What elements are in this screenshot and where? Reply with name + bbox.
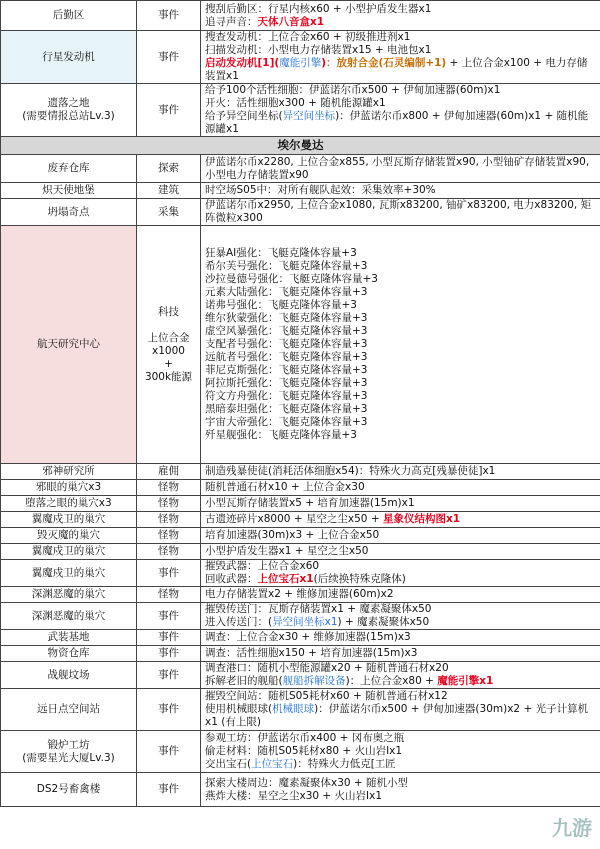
reward-text: 扫描发动机：小型电力存储装置x15 + 电池包x1 bbox=[205, 44, 432, 56]
location-name: 战舰坟场 bbox=[1, 662, 137, 689]
event-type: 事件 bbox=[137, 84, 201, 137]
event-type: 事件 bbox=[137, 1, 201, 31]
event-type: 怪物 bbox=[137, 528, 201, 544]
reward-line bbox=[205, 416, 596, 429]
reward-line bbox=[205, 573, 596, 586]
location-name: 深渊恶魔的巢穴 bbox=[1, 603, 137, 630]
section-header-row bbox=[1, 137, 600, 155]
reward-text: 维尔狄蒙强化：飞艇克隆体容量+3 bbox=[205, 312, 368, 324]
event-type: 怪物 bbox=[137, 496, 201, 512]
reward-line bbox=[205, 273, 596, 286]
reward-line bbox=[205, 513, 596, 526]
reward-text: 探索大楼周边：魔素凝聚体x30 + 随机小型 bbox=[205, 776, 409, 789]
reward-text: 参观工坊：伊蓝诺尔币x400 + 冈布奥之瓶 bbox=[205, 732, 405, 744]
event-type: 事件 bbox=[137, 731, 201, 773]
location-name: 毁灭魔的巢穴 bbox=[1, 528, 137, 544]
location-name: 后勤区 bbox=[1, 1, 137, 31]
reward-line bbox=[205, 16, 596, 29]
reward-line bbox=[205, 260, 596, 273]
highlight-text: 放射合金(石灵编制+1) bbox=[336, 57, 447, 69]
reward-line bbox=[205, 110, 596, 136]
highlight-text: 魔能引擎x1 bbox=[437, 675, 494, 687]
reward-text: 歼星舰强化：飞艇克隆体容量+3 bbox=[205, 429, 357, 441]
reward-text: (后续换特殊克隆体) bbox=[313, 573, 406, 585]
reward-description bbox=[201, 603, 600, 630]
reward-line bbox=[205, 545, 596, 558]
highlight-text: ： bbox=[326, 57, 337, 69]
reward-text: 小型瓦斯存储装置x5 + 培育加速器(15m)x1 bbox=[205, 497, 415, 509]
reward-text: 给予100个活性细胞：伊蓝诺尔币x500 + 伊甸加速器(60m)x1 bbox=[205, 84, 501, 96]
reward-line bbox=[205, 286, 596, 299]
reward-text: )：伊蓝诺尔币x500 + 伊甸加速器(30m)x2 + 光子计算机x1 (有上限) bbox=[205, 703, 589, 728]
event-type: 科技 上位合金 x1000 + 300k能源 bbox=[137, 226, 201, 464]
reward-text: 搜刮后勤区：行星内核x60 + 小型护盾发生器x1 bbox=[205, 2, 432, 15]
reward-description bbox=[201, 731, 600, 773]
reward-text: 交出宝石( bbox=[205, 758, 252, 770]
location-name: 翼魔戍卫的巢穴 bbox=[1, 512, 137, 528]
reward-line bbox=[205, 647, 596, 660]
reward-text: 调查：上位合金x30 + 维修加速器(15m)x3 bbox=[205, 631, 411, 643]
reward-line bbox=[205, 84, 596, 97]
table-row bbox=[1, 662, 600, 689]
table-row bbox=[1, 603, 600, 630]
reward-line bbox=[205, 560, 596, 573]
reward-line bbox=[205, 31, 596, 44]
reward-text: 电力存储装置x2 + 维修加速器(60m)x2 bbox=[205, 588, 394, 600]
event-type: 建筑 bbox=[137, 183, 201, 199]
table-row bbox=[1, 731, 600, 773]
reward-line bbox=[205, 403, 596, 416]
reward-description bbox=[201, 155, 600, 183]
highlight-text: 机械眼球 bbox=[272, 703, 315, 715]
reward-text: 希尔芙号强化：飞艇克隆体容量+3 bbox=[205, 260, 368, 272]
reward-line bbox=[205, 631, 596, 644]
highlight-text: ) bbox=[321, 57, 327, 69]
reward-description bbox=[201, 464, 600, 480]
location-name: 炽天使地堡 bbox=[1, 183, 137, 199]
reward-text: 随机普通石材x10 + 上位合金x30 bbox=[205, 481, 365, 493]
watermark-logo: 九游 bbox=[552, 816, 592, 840]
reward-line bbox=[205, 199, 596, 225]
location-name: 邪神研究所 bbox=[1, 464, 137, 480]
reward-text: 摧毁传送门：瓦斯存储装置x1 + 魔素凝聚体x50 bbox=[205, 603, 432, 615]
reward-text: )：特殊火力低克[工匠 bbox=[293, 758, 396, 770]
reward-line bbox=[205, 481, 596, 494]
reward-line bbox=[205, 184, 596, 197]
highlight-text: 异空间坐标x1 bbox=[272, 616, 338, 628]
reward-line bbox=[205, 790, 596, 803]
event-type: 怪物 bbox=[137, 587, 201, 603]
table-row bbox=[1, 689, 600, 731]
table-row bbox=[1, 544, 600, 560]
event-type: 怪物 bbox=[137, 544, 201, 560]
location-name: 遗落之地 (需要情报总站Lv.3) bbox=[1, 84, 137, 137]
reward-description bbox=[201, 496, 600, 512]
reward-text: 偷走材料：随机S05耗材x80 + 火山岩Ix1 bbox=[205, 745, 403, 757]
reward-text: 摧毁武器：上位合金x60 bbox=[205, 560, 320, 572]
reward-line bbox=[205, 662, 596, 675]
reward-text: 元素大陆强化：飞艇克隆体容量+3 bbox=[205, 286, 368, 298]
reward-text: 阿拉斯托强化：飞艇克隆体容量+3 bbox=[205, 377, 368, 389]
location-name: 邪眼的巢穴x3 bbox=[1, 480, 137, 496]
reward-text: 制造残暴使徒(消耗活体细胞x54)：特殊火力高克[残暴使徒]x1 bbox=[205, 465, 496, 477]
reward-line bbox=[205, 3, 596, 16]
location-name: 坍塌奇点 bbox=[1, 199, 137, 226]
reward-line bbox=[205, 429, 596, 442]
reward-text: 菲尼克斯强化：飞艇克隆体容量+3 bbox=[205, 364, 368, 376]
reward-text: )：上位合金x80 + bbox=[345, 675, 438, 687]
table-row bbox=[1, 480, 600, 496]
highlight-text: 上位宝石 bbox=[251, 758, 294, 770]
reward-line bbox=[205, 745, 596, 758]
reward-line bbox=[205, 247, 596, 260]
location-name: 行星发动机 bbox=[1, 31, 137, 84]
reward-line bbox=[205, 338, 596, 351]
reward-line bbox=[205, 732, 596, 745]
reward-text: 沙拉曼德号强化：飞艇克隆体容量+3 bbox=[205, 273, 378, 285]
reward-description bbox=[201, 226, 600, 464]
reward-text: 调查：活性细胞x150 + 培育加速器(15m)x3 bbox=[205, 647, 418, 659]
reward-line bbox=[205, 758, 596, 771]
reward-text: 追寻声音： bbox=[205, 15, 258, 28]
reward-line bbox=[205, 364, 596, 377]
table-row bbox=[1, 226, 600, 464]
table-row bbox=[1, 587, 600, 603]
event-type: 事件 bbox=[137, 630, 201, 646]
reward-description bbox=[201, 662, 600, 689]
table-row bbox=[1, 630, 600, 646]
reward-text: 调查港口：随机小型能源罐x20 + 随机普通石材x20 bbox=[205, 662, 449, 674]
reward-line bbox=[205, 97, 596, 110]
reward-description bbox=[201, 199, 600, 226]
table-row bbox=[1, 496, 600, 512]
event-type: 事件 bbox=[137, 646, 201, 662]
reward-text: ) + 魔素凝聚体x50 bbox=[337, 616, 430, 628]
reward-description bbox=[201, 183, 600, 199]
reward-line bbox=[205, 351, 596, 364]
location-name: 物资仓库 bbox=[1, 646, 137, 662]
reward-line bbox=[205, 312, 596, 325]
reward-description bbox=[201, 646, 600, 662]
reward-text: 诺弗号强化：飞艇克隆体容量+3 bbox=[205, 299, 357, 311]
highlight-text: 天体八音盒x1 bbox=[257, 15, 325, 28]
reward-description bbox=[201, 84, 600, 137]
table-row bbox=[1, 528, 600, 544]
event-type: 雇佣 bbox=[137, 464, 201, 480]
location-name: 远日点空间站 bbox=[1, 689, 137, 731]
highlight-text: 上位宝石x1 bbox=[257, 573, 314, 585]
location-name: 锻炉工坊 (需要星光大厦Lv.3) bbox=[1, 731, 137, 773]
table-row bbox=[1, 464, 600, 480]
reward-line bbox=[205, 57, 596, 83]
reward-text: 符文方舟强化：飞艇克隆体容量+3 bbox=[205, 390, 368, 402]
reward-description bbox=[201, 773, 600, 807]
reward-description bbox=[201, 544, 600, 560]
reward-text: 时空场S05中：对所有舰队起效：采集效率+30% bbox=[205, 184, 436, 196]
event-table-body bbox=[1, 1, 600, 807]
reward-line bbox=[205, 529, 596, 542]
reward-text: 远航者号强化：飞艇克隆体容量+3 bbox=[205, 351, 368, 363]
table-row bbox=[1, 155, 600, 183]
event-type: 事件 bbox=[137, 689, 201, 731]
reward-line bbox=[205, 703, 596, 729]
table-row bbox=[1, 560, 600, 587]
table-row bbox=[1, 512, 600, 528]
table-row bbox=[1, 183, 600, 199]
event-type: 事件 bbox=[137, 603, 201, 630]
location-name: DS2号畜禽楼 bbox=[1, 773, 137, 807]
reward-text: 伊蓝诺尔币x2950, 上位合金x1080, 瓦斯x83200, 铀矿x83200, 电力x83200, 矩阵微粒x300 bbox=[205, 199, 592, 224]
reward-text: 黑暗泰坦强化：飞艇克隆体容量+3 bbox=[205, 403, 368, 415]
reward-line bbox=[205, 377, 596, 390]
location-name: 翼魔戍卫的巢穴 bbox=[1, 544, 137, 560]
reward-text: 进入传送门：( bbox=[205, 616, 273, 628]
reward-description bbox=[201, 630, 600, 646]
location-name: 堕落之眼的巢穴x3 bbox=[1, 496, 137, 512]
table-row bbox=[1, 646, 600, 662]
reward-description bbox=[201, 587, 600, 603]
event-type: 事件 bbox=[137, 662, 201, 689]
event-type: 事件 bbox=[137, 31, 201, 84]
reward-line bbox=[205, 325, 596, 338]
event-type: 怪物 bbox=[137, 512, 201, 528]
highlight-text: 舰船拆解设备 bbox=[282, 675, 346, 687]
reward-line bbox=[205, 603, 596, 616]
table-row bbox=[1, 199, 600, 226]
reward-line bbox=[205, 299, 596, 312]
table-row bbox=[1, 31, 600, 84]
reward-text: 摧毁空间站：随机S05耗材x60 + 随机普通石材x12 bbox=[205, 690, 448, 702]
location-name: 废弃仓库 bbox=[1, 155, 137, 183]
highlight-text: 魔能引擎 bbox=[279, 57, 322, 69]
reward-text: 搜查发动机：上位合金x60 + 初级推进剂x1 bbox=[205, 31, 411, 43]
reward-line bbox=[205, 156, 596, 182]
reward-text: )：伊蓝诺尔币x800 + 伊甸加速器(60m)x1 + 随机能源罐x1 bbox=[205, 110, 589, 135]
reward-text: 给予异空间坐标( bbox=[205, 110, 283, 122]
reward-text: 小型护盾发生器x1 + 星空之尘x50 bbox=[205, 545, 369, 557]
reward-line bbox=[205, 675, 596, 688]
reward-line bbox=[205, 616, 596, 629]
reward-text: 使用机械眼球( bbox=[205, 703, 273, 715]
reward-text: 虚空风暴强化：飞艇克隆体容量+3 bbox=[205, 325, 368, 337]
event-type: 事件 bbox=[137, 560, 201, 587]
highlight-text: 异空间坐标 bbox=[282, 110, 336, 122]
reward-text: + 上位合金x100 + 电力存储装置x1 bbox=[205, 57, 588, 82]
reward-line bbox=[205, 497, 596, 510]
section-title: 埃尔曼达 bbox=[1, 137, 600, 155]
location-name: 武装基地 bbox=[1, 630, 137, 646]
reward-text: 支配者号强化：飞艇克隆体容量+3 bbox=[205, 338, 368, 350]
reward-text: 宇宙大帝强化：飞艇克隆体容量+3 bbox=[205, 416, 368, 428]
event-type: 探索 bbox=[137, 155, 201, 183]
reward-description bbox=[201, 512, 600, 528]
highlight-text: 启动发动机[1]( bbox=[205, 57, 280, 69]
reward-description bbox=[201, 689, 600, 731]
reward-description bbox=[201, 560, 600, 587]
reward-description bbox=[201, 480, 600, 496]
highlight-text: 星象仪结构图x1 bbox=[382, 513, 461, 525]
table-row bbox=[1, 84, 600, 137]
reward-description bbox=[201, 1, 600, 31]
event-type: 事件 bbox=[137, 773, 201, 807]
reward-description bbox=[201, 528, 600, 544]
table-row bbox=[1, 773, 600, 807]
reward-text: 回收武器： bbox=[205, 573, 258, 585]
location-name: 翼魔戍卫的巢穴 bbox=[1, 560, 137, 587]
reward-line bbox=[205, 44, 596, 57]
reward-line bbox=[205, 465, 596, 478]
reward-line bbox=[205, 390, 596, 403]
reward-line bbox=[205, 588, 596, 601]
table-row bbox=[1, 1, 600, 31]
reward-text: 古遗迹碎片x8000 + 星空之尘x50 + bbox=[205, 513, 383, 525]
reward-line bbox=[205, 777, 596, 790]
location-name: 深渊恶魔的巢穴 bbox=[1, 587, 137, 603]
reward-text: 伊蓝诺尔币x2280, 上位合金x855, 小型瓦斯存储装置x90, 小型铀矿存储装置x90, 小型电力存储装置x90 bbox=[205, 155, 590, 181]
location-name: 航天研究中心 bbox=[1, 226, 137, 464]
reward-text: 开火：活性细胞x300 + 随机能源罐x1 bbox=[205, 97, 386, 109]
reward-line bbox=[205, 690, 596, 703]
reward-text: 狂暴AI强化：飞艇克隆体容量+3 bbox=[205, 247, 357, 259]
reward-description bbox=[201, 31, 600, 84]
reward-text: 拆解老旧的舰船( bbox=[205, 675, 283, 687]
reward-text: 培育加速器(30m)x3 + 上位合金x50 bbox=[205, 529, 380, 541]
reward-text: 燕炸大楼：星空之尘x30 + 火山岩Ix1 bbox=[205, 789, 383, 802]
event-type: 怪物 bbox=[137, 480, 201, 496]
event-type: 采集 bbox=[137, 199, 201, 226]
